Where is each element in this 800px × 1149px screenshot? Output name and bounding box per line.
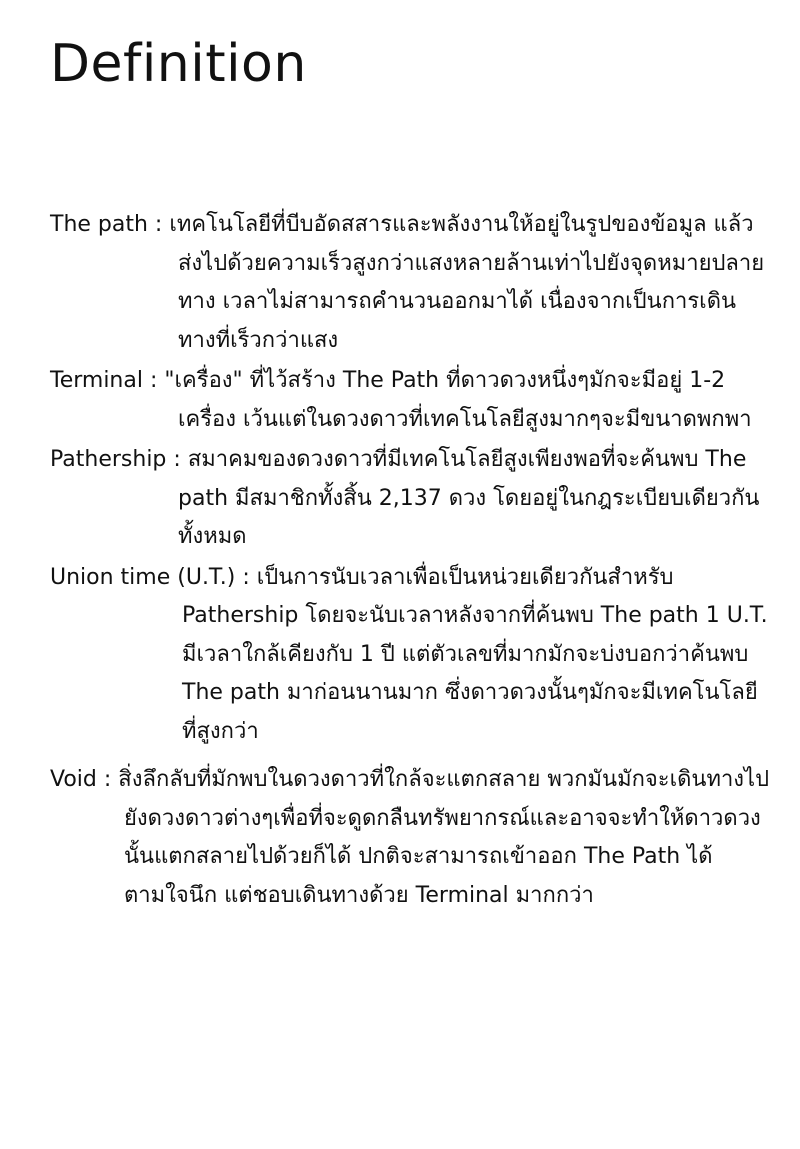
definition-the-path xyxy=(50,206,770,360)
definition-text: เป็นการนับเวลาเพื่อเป็นหน่วยเดียวกันสำหรับ Pathership โดยจะนับเวลาหลังจากที่ค้นพบ The path 1 U.T. มีเวลาใกล้เคียงกับ 1 ปี แต่ตัวเลขที่มากมักจะบ่งบอกว่าค้นพบ The path มาก่อนนานมาก ซึ่งดาวดวงนั้นๆมักจะมีเทคโนโลยีที่สูงกว่า xyxy=(182,564,768,744)
definition-separator: : xyxy=(142,368,165,393)
definition-separator: : xyxy=(235,564,257,590)
definition-term: Pathership xyxy=(50,447,167,472)
definition-union-time xyxy=(50,559,770,752)
definition-void xyxy=(50,761,770,915)
page-title: Definition xyxy=(50,34,307,94)
definition-text: สมาคมของดวงดาวที่มีเทคโนโลยีสูงเพียงพอที่จะค้นพบ The path มีสมาชิกทั้งสิ้น 2,137 ดวง โดยอยู่ในกฎระเบียบเดียวกันทั้งหมด xyxy=(178,447,760,549)
definition-text: เทคโนโลยีที่บีบอัดสสารและพลังงานให้อยู่ในรูปของข้อมูล แล้วส่งไปด้วยความเร็วสูงกว่าแสงหลายล้านเท่าไปยังจุดหมายปลายทาง เวลาไม่สามารถคำนวนออกมาได้ เนื่องจากเป็นการเดินทางที่เร็วกว่าแสง xyxy=(169,212,765,353)
definition-separator: : xyxy=(166,447,188,472)
definition-pathership xyxy=(50,441,770,557)
definition-terminal xyxy=(50,362,770,439)
definition-separator: : xyxy=(147,212,170,237)
definition-term: Union time (U.T.) xyxy=(50,564,236,590)
definition-text: สิ่งลึกลับที่มักพบในดวงดาวที่ใกล้จะแตกสลาย พวกมันมักจะเดินทางไปยังดวงดาวต่างๆเพื่อที่จะดูดกลืนทรัพยากรณ์และอาจจะทำให้ดาวดวงนั้นแตกสลายไปด้วยก็ได้ ปกติจะสามารถเข้าออก The Path ได้ตามใจนึก แต่ชอบเดินทางด้วย Terminal มากกว่า xyxy=(118,767,770,908)
definition-term: Terminal xyxy=(50,368,143,393)
definition-separator: : xyxy=(96,767,119,792)
definition-term: Void xyxy=(50,767,97,792)
definition-term: The path xyxy=(50,212,148,237)
definition-text: "เครื่อง" ที่ไว้สร้าง The Path ที่ดาวดวงหนึ่งๆมักจะมีอยู่ 1-2 เครื่อง เว้นแต่ในดวงดาวที่เทคโนโลยีสูงมากๆจะมีขนาดพกพา xyxy=(164,368,752,432)
definition-list xyxy=(50,206,770,917)
